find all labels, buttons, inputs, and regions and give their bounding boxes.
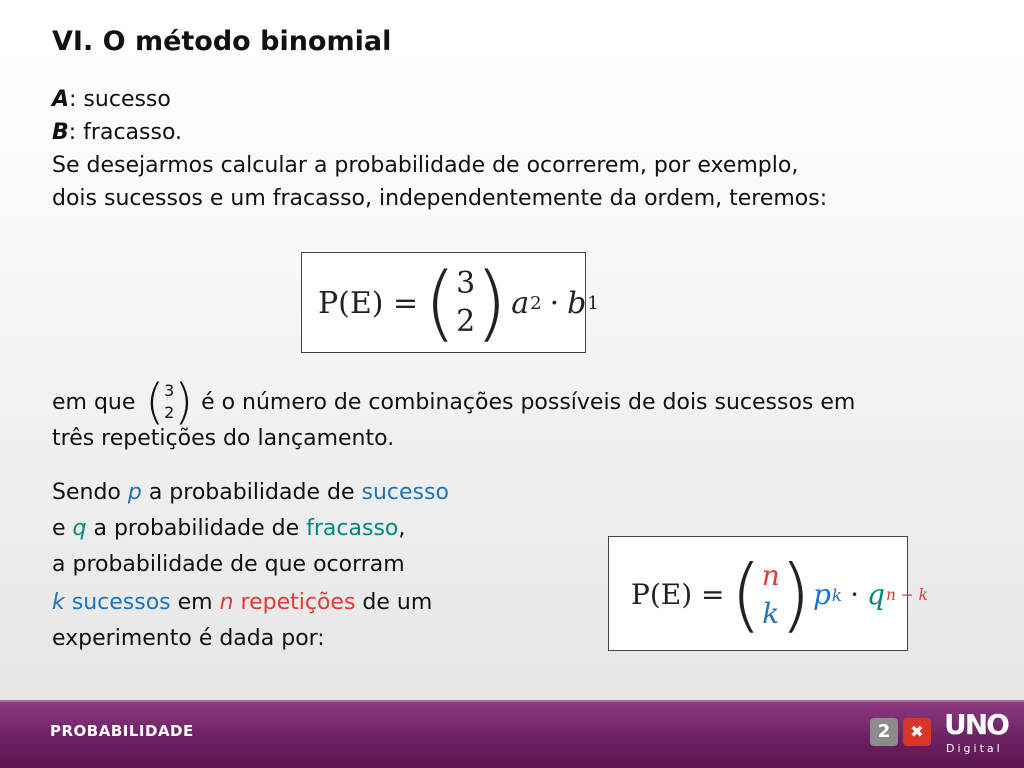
text-b: : fracasso. [68,120,183,145]
binom-bottom: 2 [456,304,476,339]
inline-left-paren: ( [145,374,165,430]
var-q: q [72,516,87,541]
logo-x-icon: ✖ [903,718,931,746]
definition-line-1 [52,476,449,509]
intro-line-1: Se desejarmos calcular a probabilidade de ocorrerem, por exemplo, [52,153,799,178]
definition-line-4 [52,586,432,619]
definition-line-3: a probabilidade de que ocorram [52,552,405,577]
inline-binom-top: 3 [164,381,175,400]
combination-suffix: é o número de combinações possíveis de dois sucessos em [201,389,856,415]
exp-k: k [831,584,843,605]
inline-binom [164,380,174,424]
combination-line-1 [52,374,856,430]
definition-line-5: experimento é dada por: [52,626,325,651]
binom-n: n [761,558,780,592]
logo-uno: UNO [944,708,1008,741]
binom-top: 3 [456,266,476,301]
page-title: VI. O método binomial [52,26,392,57]
word-fracasso: fracasso [306,516,399,541]
base-p: p [812,578,831,611]
inline-right-paren: ) [174,374,194,430]
formula-1 [318,257,599,349]
footer-bar [0,700,1024,768]
var-p: p [127,480,142,505]
def-text: a probabilidade de [141,480,362,505]
inline-binom-bottom: 2 [164,403,175,422]
exp-n-minus-k [886,586,928,604]
inline-binomial [145,374,194,430]
binomial-2 [762,557,780,633]
intro-line-2: dois sucessos e um fracasso, independentemente da ordem, teremos: [52,186,828,211]
letter-a: A [52,87,70,112]
word-sucessos: sucessos [64,590,171,615]
binom-k: k [762,596,780,630]
var-n: n [219,590,234,615]
right-paren: ) [779,548,811,641]
left-paren: ( [424,255,457,351]
base-a: a [511,285,530,321]
base-q: q [867,578,885,611]
exp-a: 2 [530,292,542,314]
letter-b: B [52,120,69,145]
definition-a [52,83,171,116]
dot: · [850,578,859,611]
var-k: k [52,590,65,615]
left-paren: ( [730,548,762,641]
def-text: Sendo [52,480,128,505]
word-repeticoes: repetições [233,590,356,615]
exp-n-minus-k-text: n − k [885,585,928,604]
def-text: e [52,516,73,541]
formula-box-1 [301,252,599,353]
formula-box-2 [608,536,928,651]
combination-line-2: três repetições do lançamento. [52,426,395,451]
dot: · [549,285,560,321]
formula-2-lhs: P(E) = [631,578,725,611]
combination-prefix: em que [52,389,136,415]
definition-b [52,116,182,149]
text-a: : sucesso [69,87,171,112]
formula-1-lhs: P(E) = [318,285,419,321]
base-b: b [567,285,587,321]
logo-2-icon: 2 [870,718,898,746]
def-text: a probabilidade de [86,516,307,541]
exp-b: 1 [587,292,599,314]
definition-line-2 [52,512,405,545]
binomial-1 [456,265,475,341]
def-text: em [170,590,220,615]
footer-section-label: PROBABILIDADE [50,722,194,740]
def-text: , [398,516,406,541]
right-paren: ) [475,255,508,351]
logo-digital: Digital [946,742,1003,755]
word-sucesso: sucesso [361,480,449,505]
formula-2 [631,547,928,642]
def-text: de um [355,590,433,615]
